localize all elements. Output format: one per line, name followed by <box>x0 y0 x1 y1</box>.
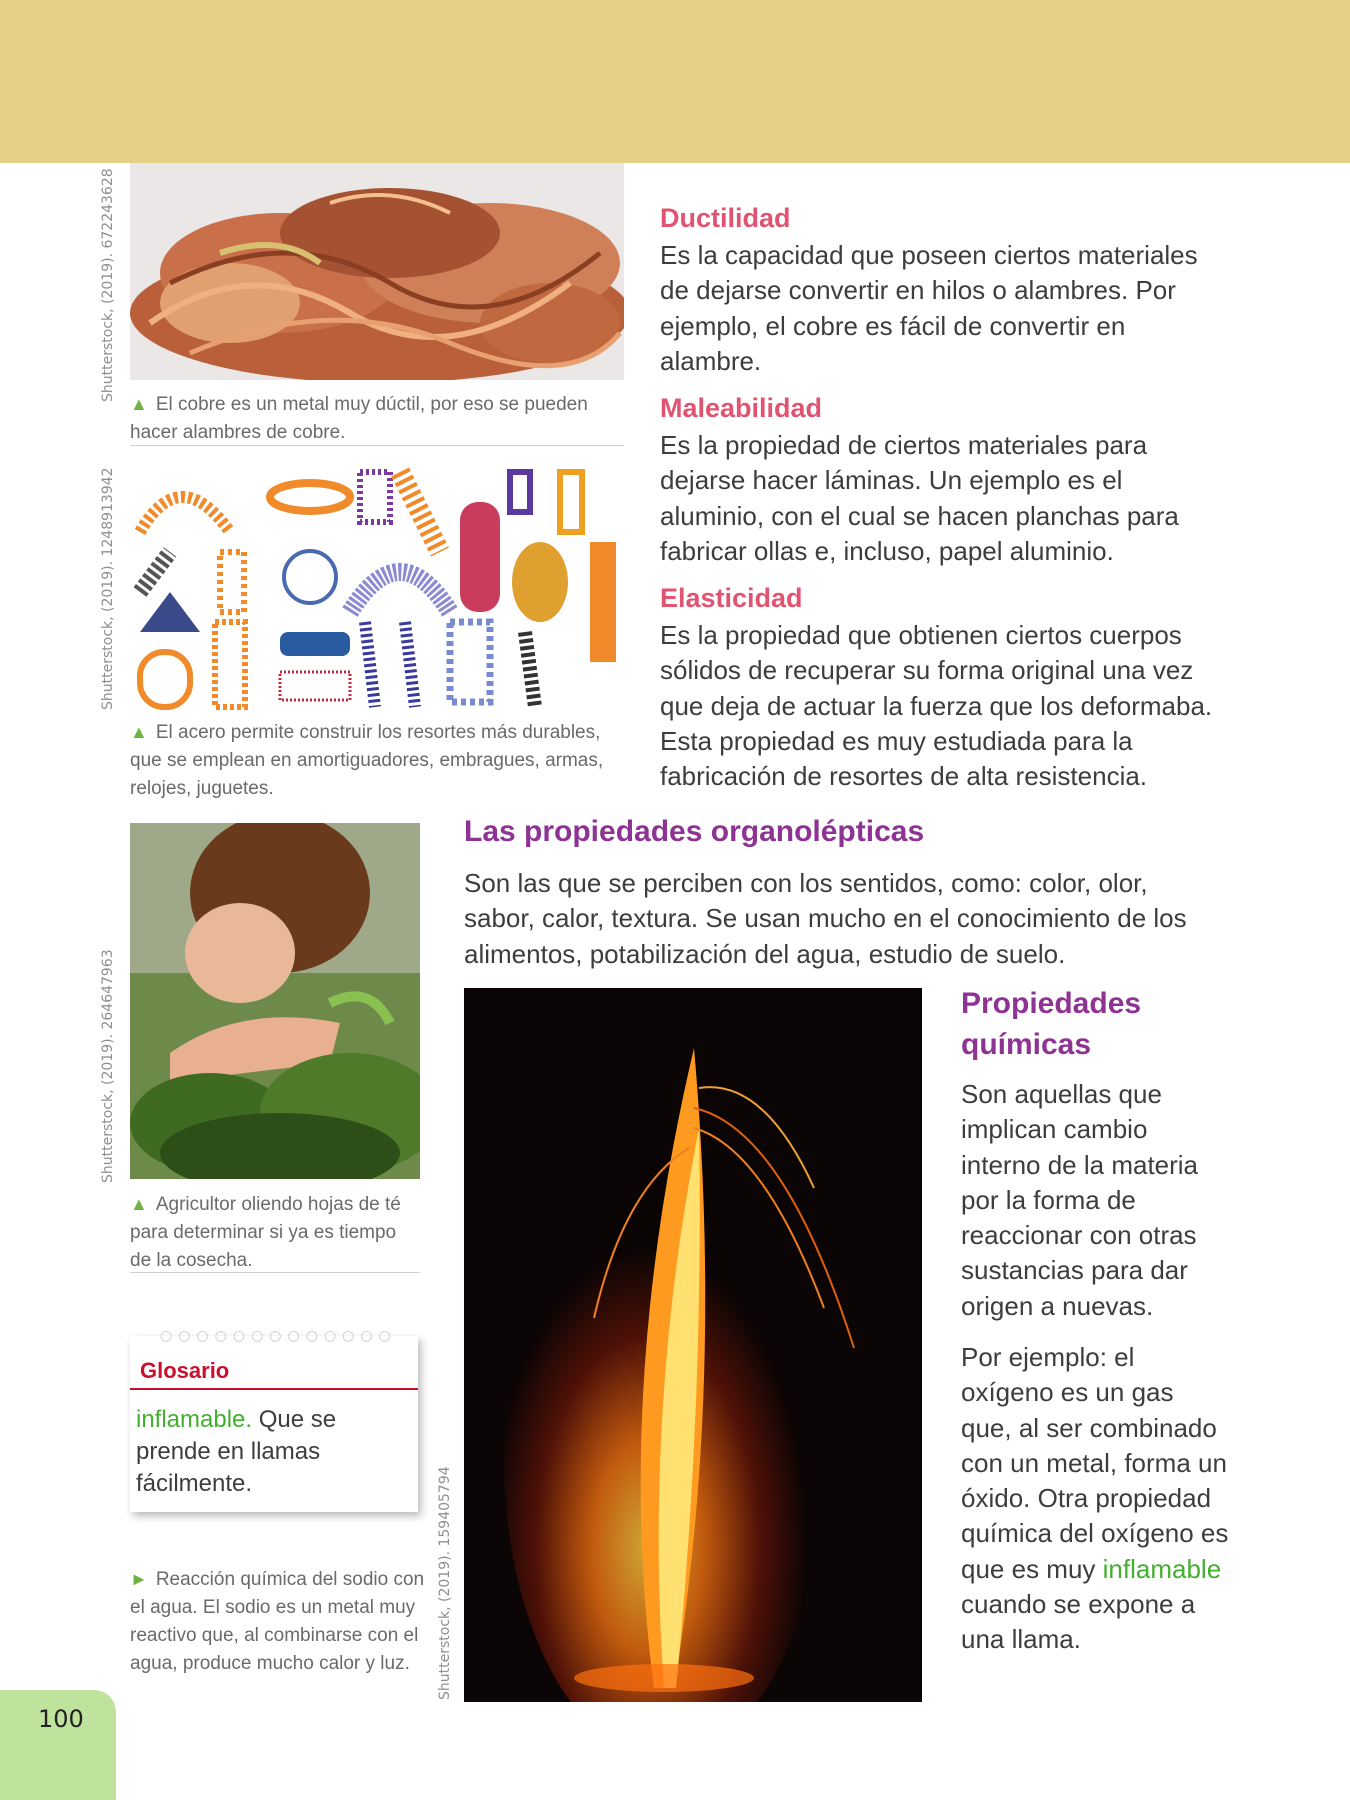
elasticidad-text: Es la propiedad que obtienen ciertos cuerpos sólidos de recuperar su forma original una vez que deja de actuar la fuerza que los deformaba. Esta propiedad es muy estudiada para la fabricación de resortes de alta resistencia. <box>660 620 1213 792</box>
quimicas-paragraph-2: Por ejemplo: el oxígeno es un gas que, al ser combinado con un metal, forma un óxido. Otra propiedad química del oxígeno es que es muy inflamable cuando se expone a una llama. <box>961 1342 1229 1655</box>
glossary-title: Glosario <box>140 1358 230 1383</box>
quimicas-heading: Propiedades químicas <box>961 987 1142 1061</box>
farmer-photo-credit: Shutterstock, (2019). 264647963 <box>100 949 116 1183</box>
organolepticas-heading: Las propiedades organolépticas <box>464 815 925 848</box>
quimicas-paragraph-1: Son aquellas que implican cambio interno de la materia por la forma de reaccionar con otras sustancias para dar origen a nuevas. <box>961 1079 1199 1321</box>
glossary-divider <box>130 1388 418 1390</box>
ductilidad-text: Es la capacidad que poseen ciertos materiales de dejarse convertir en hilos o alambres. Por ejemplo, el cobre es fácil de convertir en alambre. <box>660 240 1198 376</box>
caption-divider <box>130 445 624 446</box>
caption-arrow-icon: ▲ <box>130 1194 148 1214</box>
glossary-term: inflamable. <box>136 1406 253 1433</box>
page-number: 100 <box>38 1705 84 1733</box>
copper-wire-photo <box>130 163 624 380</box>
sodium-reaction-photo <box>464 988 922 1702</box>
ductilidad-title: Ductilidad <box>660 203 791 233</box>
top-color-band <box>0 0 1350 163</box>
inflamable-highlight: inflamable <box>1102 1553 1222 1584</box>
organolepticas-text: Son las que se perciben con los sentidos, como: color, olor, sabor, calor, textura. Se usan mucho en el conocimiento de los alimentos, potabilización del agua, estudio de suelo. <box>464 868 1187 969</box>
maleabilidad-text: Es la propiedad de ciertos materiales para dejarse hacer láminas. Un ejemplo es el aluminio, con el cual se hacen planchas para fabricar ollas e, incluso, papel aluminio. <box>660 430 1179 566</box>
notebook-rings-icon: ○○○○○○○○○○○○○ <box>160 1328 397 1344</box>
maleabilidad-title: Maleabilidad <box>660 393 823 423</box>
caption-divider <box>130 1272 420 1273</box>
glossary-definition: inflamable. Que se prende en llamas fácilmente. <box>136 1406 337 1497</box>
springs-caption: ▲ El acero permite construir los resortes más durables, que se emplean en amortiguadores, embragues, armas, relojes, juguetes. <box>130 722 604 799</box>
farmer-caption: ▲ Agricultor oliendo hojas de té para determinar si ya es tiempo de la cosecha. <box>130 1194 401 1271</box>
springs-photo <box>130 462 624 712</box>
caption-arrow-icon: ▲ <box>130 394 148 414</box>
copper-caption: ▲ El cobre es un metal muy dúctil, por eso se pueden hacer alambres de cobre. <box>130 394 588 443</box>
caption-arrow-icon: ► <box>130 1569 148 1589</box>
sodium-photo-credit: Shutterstock, (2019). 159405794 <box>437 1466 453 1700</box>
elasticidad-title: Elasticidad <box>660 583 803 613</box>
glossary-card <box>130 1328 418 1512</box>
copper-photo-credit: Shutterstock, (2019). 672243628 <box>100 168 116 402</box>
caption-arrow-icon: ▲ <box>130 722 148 742</box>
sodium-caption: ► Reacción química del sodio con el agua. El sodio es un metal muy reactivo que, al combinarse con el agua, produce mucho calor y luz. <box>130 1569 425 1674</box>
farmer-smelling-tea-photo <box>130 823 420 1179</box>
springs-photo-credit: Shutterstock, (2019). 1248913942 <box>100 467 116 710</box>
